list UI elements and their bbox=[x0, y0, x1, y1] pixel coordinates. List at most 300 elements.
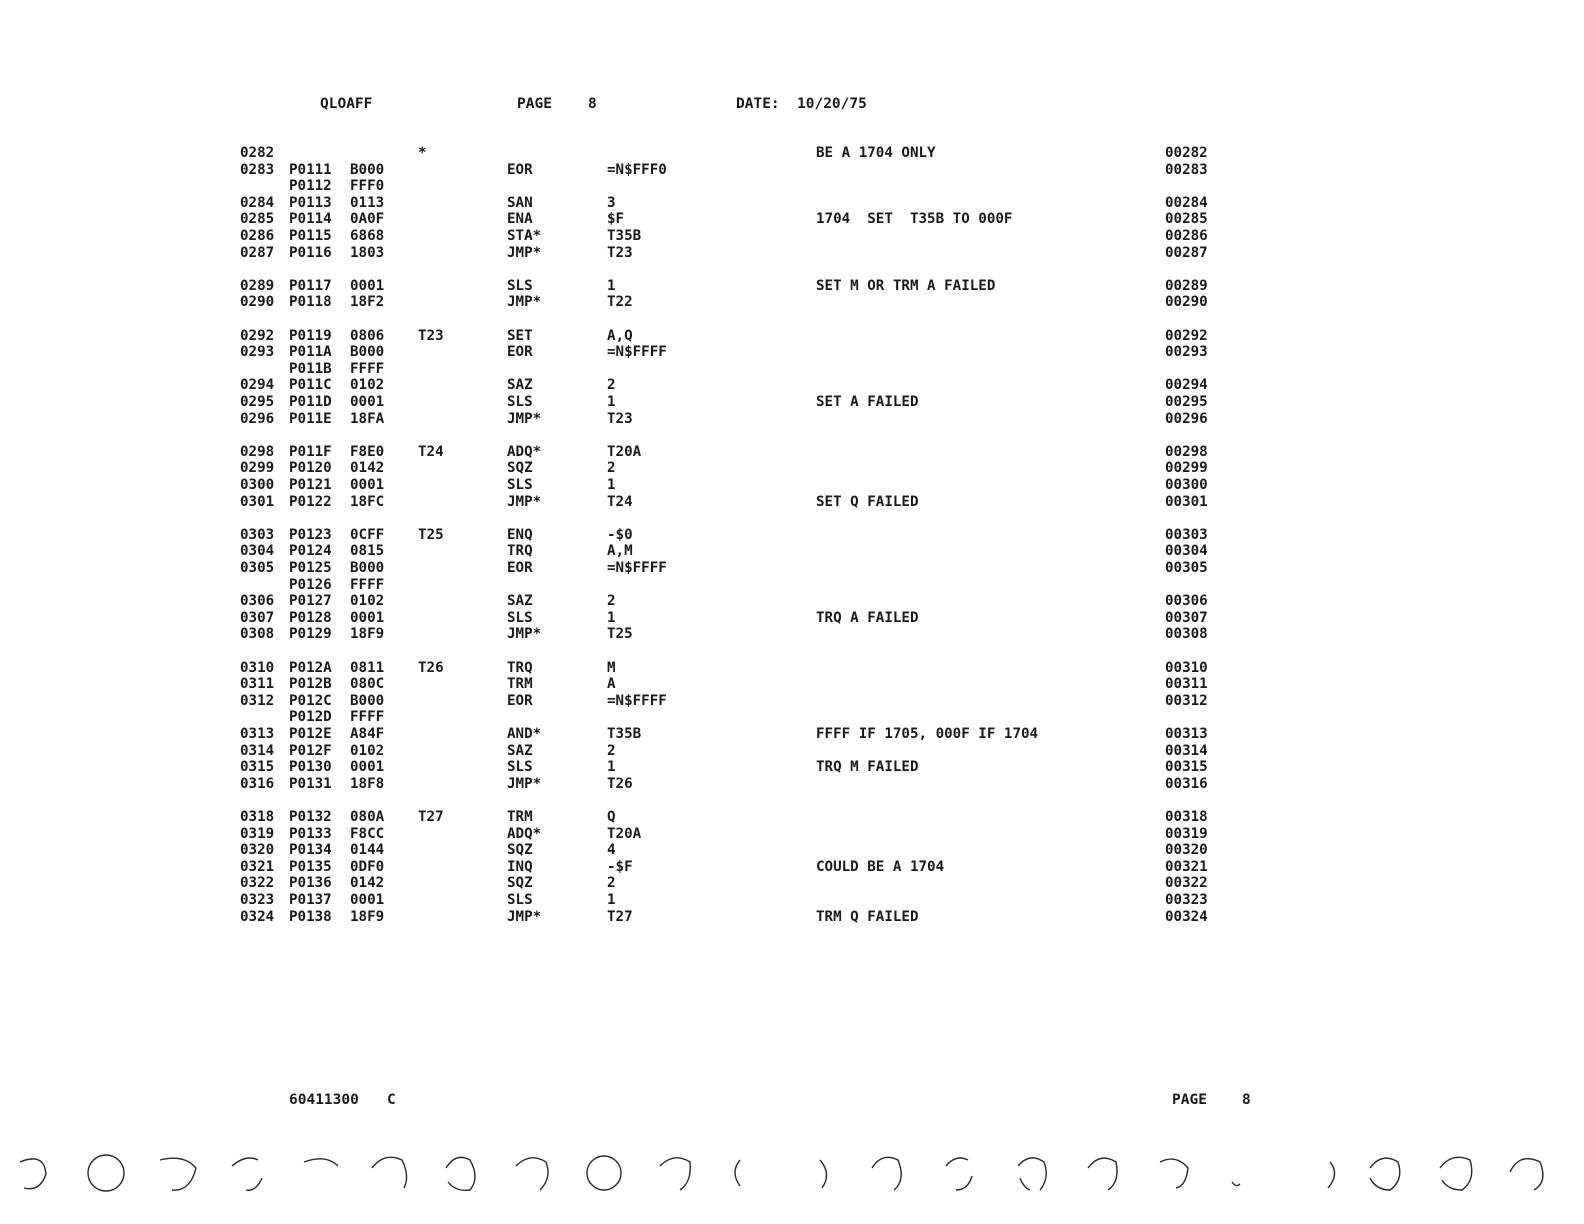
program-name: QLOAFF bbox=[320, 96, 373, 112]
listing-line bbox=[0, 145, 1584, 162]
listing-line bbox=[0, 826, 1584, 843]
address: P0127 bbox=[289, 593, 332, 610]
listing-line bbox=[0, 494, 1584, 511]
sequence-number: 0300 bbox=[240, 477, 275, 493]
opcode: TRQ bbox=[507, 543, 533, 560]
listing-line bbox=[0, 626, 1584, 643]
opcode: SLS bbox=[507, 609, 533, 626]
object-code: 0815 bbox=[350, 543, 385, 560]
feed-hole bbox=[516, 1158, 548, 1190]
object-code: 18F9 bbox=[350, 908, 385, 925]
sequence-number: 0304 bbox=[240, 543, 275, 560]
tractor-feed-holes bbox=[0, 1148, 1584, 1208]
operand: T22 bbox=[607, 294, 633, 311]
opcode: SLS bbox=[507, 394, 533, 410]
opcode: ADQ* bbox=[507, 443, 542, 460]
comment: TRQ M FAILED bbox=[816, 759, 919, 776]
opcode: SLS bbox=[507, 759, 533, 776]
line-reference: 00305 bbox=[1165, 560, 1208, 576]
object-code: 0A0F bbox=[350, 211, 385, 228]
sequence-number: 0296 bbox=[240, 410, 275, 427]
line-reference: 00307 bbox=[1165, 609, 1208, 626]
object-code: 18F2 bbox=[350, 294, 385, 311]
object-code: 0811 bbox=[350, 659, 385, 676]
sequence-number: 0286 bbox=[240, 228, 275, 244]
sequence-number: 0303 bbox=[240, 526, 275, 543]
line-reference: 00300 bbox=[1165, 477, 1208, 493]
object-code: 0001 bbox=[350, 477, 385, 493]
address: P0137 bbox=[289, 892, 332, 908]
sequence-number: 0299 bbox=[240, 460, 275, 477]
label: T24 bbox=[418, 443, 444, 460]
listing-line bbox=[0, 527, 1584, 544]
object-code: 18F8 bbox=[350, 775, 385, 792]
line-reference: 00295 bbox=[1165, 394, 1208, 410]
opcode: SET bbox=[507, 327, 533, 344]
listing-line bbox=[0, 543, 1584, 560]
opcode: SAZ bbox=[507, 593, 533, 610]
sequence-number: 0312 bbox=[240, 692, 275, 709]
address: P0135 bbox=[289, 858, 332, 875]
line-reference: 00310 bbox=[1165, 659, 1208, 676]
listing-line bbox=[0, 411, 1584, 428]
feed-hole bbox=[446, 1157, 475, 1190]
opcode: JMP* bbox=[507, 294, 542, 311]
comment: SET Q FAILED bbox=[816, 493, 919, 510]
address: P012A bbox=[289, 659, 332, 676]
operand: T25 bbox=[607, 626, 633, 643]
listing-line bbox=[0, 709, 1584, 726]
listing-line bbox=[0, 759, 1584, 776]
opcode: JMP* bbox=[507, 410, 542, 427]
opcode: SQZ bbox=[507, 875, 533, 892]
operand: T20A bbox=[607, 825, 642, 842]
opcode: SQZ bbox=[507, 460, 533, 477]
address: P0113 bbox=[289, 194, 332, 211]
operand: T27 bbox=[607, 908, 633, 925]
operand: T35B bbox=[607, 228, 642, 244]
document-revision: C bbox=[387, 1092, 396, 1108]
listing-line bbox=[0, 809, 1584, 826]
operand: T23 bbox=[607, 244, 633, 261]
object-code: 0806 bbox=[350, 327, 385, 344]
feed-hole bbox=[1232, 1182, 1240, 1186]
sequence-number: 0318 bbox=[240, 809, 275, 825]
operand: =N$FFFF bbox=[607, 692, 667, 709]
address: P0118 bbox=[289, 294, 332, 311]
listing-line bbox=[0, 211, 1584, 228]
operand: 4 bbox=[607, 842, 616, 859]
operand: 2 bbox=[607, 593, 616, 610]
address: P0120 bbox=[289, 460, 332, 477]
opcode: TRM bbox=[507, 809, 533, 825]
opcode: TRQ bbox=[507, 659, 533, 676]
listing-line bbox=[0, 294, 1584, 311]
sequence-number: 0321 bbox=[240, 858, 275, 875]
listing-line bbox=[0, 875, 1584, 892]
line-reference: 00298 bbox=[1165, 443, 1208, 460]
feed-hole bbox=[304, 1159, 338, 1166]
document-number: 60411300 bbox=[289, 1092, 359, 1108]
object-code: 0001 bbox=[350, 277, 385, 294]
sequence-number: 0283 bbox=[240, 161, 275, 178]
address: P011E bbox=[289, 410, 332, 427]
line-reference: 00293 bbox=[1165, 344, 1208, 361]
address: P0129 bbox=[289, 626, 332, 643]
object-code: 080C bbox=[350, 676, 385, 693]
object-code: B000 bbox=[350, 161, 385, 178]
sequence-number: 0284 bbox=[240, 194, 275, 211]
line-reference: 00323 bbox=[1165, 892, 1208, 908]
object-code: 080A bbox=[350, 809, 385, 825]
feed-hole bbox=[1440, 1157, 1472, 1190]
feed-hole bbox=[820, 1160, 827, 1188]
listing-line bbox=[0, 460, 1584, 477]
opcode: ENA bbox=[507, 211, 533, 228]
opcode: SLS bbox=[507, 892, 533, 908]
line-reference: 00282 bbox=[1165, 145, 1208, 161]
listing-line bbox=[0, 892, 1584, 909]
operand: 3 bbox=[607, 194, 616, 211]
object-code: B000 bbox=[350, 344, 385, 361]
listing-line bbox=[0, 377, 1584, 394]
address: P0112 bbox=[289, 178, 332, 195]
listing-line bbox=[0, 842, 1584, 859]
address: P0122 bbox=[289, 493, 332, 510]
comment: BE A 1704 ONLY bbox=[816, 145, 936, 161]
listing-line bbox=[0, 361, 1584, 378]
line-reference: 00312 bbox=[1165, 692, 1208, 709]
line-reference: 00315 bbox=[1165, 759, 1208, 776]
opcode: INQ bbox=[507, 858, 533, 875]
listing-line bbox=[0, 693, 1584, 710]
opcode: JMP* bbox=[507, 626, 542, 643]
sequence-number: 0295 bbox=[240, 394, 275, 410]
listing-line bbox=[0, 245, 1584, 262]
sequence-number: 0306 bbox=[240, 593, 275, 610]
sequence-number: 0307 bbox=[240, 609, 275, 626]
object-code: 1803 bbox=[350, 244, 385, 261]
feed-hole bbox=[587, 1156, 621, 1190]
address: P0126 bbox=[289, 576, 332, 593]
feed-hole bbox=[1160, 1159, 1188, 1188]
object-code: 0CFF bbox=[350, 526, 385, 543]
sequence-number: 0319 bbox=[240, 825, 275, 842]
sequence-number: 0324 bbox=[240, 908, 275, 925]
listing-line bbox=[0, 660, 1584, 677]
listing-line bbox=[0, 676, 1584, 693]
comment: TRM Q FAILED bbox=[816, 908, 919, 925]
operand: T35B bbox=[607, 726, 642, 742]
operand: M bbox=[607, 659, 616, 676]
opcode: JMP* bbox=[507, 775, 542, 792]
address: P0130 bbox=[289, 759, 332, 776]
object-code: 18FA bbox=[350, 410, 385, 427]
listing-line bbox=[0, 859, 1584, 876]
operand: =N$FFFF bbox=[607, 560, 667, 576]
feed-hole bbox=[1328, 1162, 1335, 1188]
listing-line bbox=[0, 909, 1584, 926]
line-reference: 00311 bbox=[1165, 676, 1208, 693]
address: P0124 bbox=[289, 543, 332, 560]
address: P0134 bbox=[289, 842, 332, 859]
operand: 2 bbox=[607, 460, 616, 477]
line-reference: 00308 bbox=[1165, 626, 1208, 643]
object-code: F8E0 bbox=[350, 443, 385, 460]
sequence-number: 0298 bbox=[240, 443, 275, 460]
operand: T26 bbox=[607, 775, 633, 792]
address: P0136 bbox=[289, 875, 332, 892]
object-code: 0142 bbox=[350, 460, 385, 477]
operand: A,Q bbox=[607, 327, 633, 344]
address: P0128 bbox=[289, 609, 332, 626]
opcode: EOR bbox=[507, 161, 533, 178]
address: P0115 bbox=[289, 228, 332, 244]
line-reference: 00296 bbox=[1165, 410, 1208, 427]
operand: T24 bbox=[607, 493, 633, 510]
opcode: SAZ bbox=[507, 742, 533, 759]
object-code: A84F bbox=[350, 726, 385, 742]
comment: TRQ A FAILED bbox=[816, 609, 919, 626]
address: P012C bbox=[289, 692, 332, 709]
page-number: 8 bbox=[588, 96, 597, 112]
sequence-number: 0320 bbox=[240, 842, 275, 859]
operand: 2 bbox=[607, 377, 616, 394]
opcode: AND* bbox=[507, 726, 542, 742]
address: P0131 bbox=[289, 775, 332, 792]
operand: T23 bbox=[607, 410, 633, 427]
line-reference: 00289 bbox=[1165, 277, 1208, 294]
comment: SET M OR TRM A FAILED bbox=[816, 277, 996, 294]
operand: T20A bbox=[607, 443, 642, 460]
object-code: B000 bbox=[350, 560, 385, 576]
listing-line bbox=[0, 328, 1584, 345]
address: P011C bbox=[289, 377, 332, 394]
sequence-number: 0290 bbox=[240, 294, 275, 311]
opcode: JMP* bbox=[507, 244, 542, 261]
object-code: 0113 bbox=[350, 194, 385, 211]
label: T23 bbox=[418, 327, 444, 344]
listing-line bbox=[0, 477, 1584, 494]
address: P0117 bbox=[289, 277, 332, 294]
address: P011B bbox=[289, 360, 332, 377]
operand: 1 bbox=[607, 609, 616, 626]
date-value: 10/20/75 bbox=[797, 96, 867, 112]
label: T25 bbox=[418, 526, 444, 543]
listing-line bbox=[0, 610, 1584, 627]
object-code: FFFF bbox=[350, 576, 385, 593]
feed-hole bbox=[20, 1159, 46, 1189]
sequence-number: 0322 bbox=[240, 875, 275, 892]
comment: FFFF IF 1705, 000F IF 1704 bbox=[816, 726, 1039, 742]
opcode: ADQ* bbox=[507, 825, 542, 842]
address: P0119 bbox=[289, 327, 332, 344]
line-reference: 00285 bbox=[1165, 211, 1208, 228]
line-reference: 00314 bbox=[1165, 742, 1208, 759]
listing-line bbox=[0, 178, 1584, 195]
comment: COULD BE A 1704 bbox=[816, 858, 945, 875]
opcode: EOR bbox=[507, 560, 533, 576]
address: P0114 bbox=[289, 211, 332, 228]
line-reference: 00284 bbox=[1165, 194, 1208, 211]
opcode: EOR bbox=[507, 692, 533, 709]
operand: =N$FFFF bbox=[607, 344, 667, 361]
line-reference: 00294 bbox=[1165, 377, 1208, 394]
footer-page-label: PAGE bbox=[1172, 1092, 1207, 1108]
address: P012D bbox=[289, 709, 332, 726]
sequence-number: 0287 bbox=[240, 244, 275, 261]
operand: -$0 bbox=[607, 526, 633, 543]
address: P0138 bbox=[289, 908, 332, 925]
sequence-number: 0289 bbox=[240, 277, 275, 294]
sequence-number: 0305 bbox=[240, 560, 275, 576]
opcode: JMP* bbox=[507, 908, 542, 925]
operand: A bbox=[607, 676, 616, 693]
listing-line bbox=[0, 776, 1584, 793]
listing-line bbox=[0, 195, 1584, 212]
feed-hole bbox=[735, 1160, 740, 1186]
operand: =N$FFF0 bbox=[607, 161, 667, 178]
feed-hole bbox=[1370, 1158, 1400, 1190]
line-reference: 00290 bbox=[1165, 294, 1208, 311]
object-code: 0001 bbox=[350, 759, 385, 776]
line-reference: 00287 bbox=[1165, 244, 1208, 261]
line-reference: 00292 bbox=[1165, 327, 1208, 344]
address: P011A bbox=[289, 344, 332, 361]
opcode: JMP* bbox=[507, 493, 542, 510]
listing-line bbox=[0, 560, 1584, 577]
listing-line bbox=[0, 344, 1584, 361]
line-reference: 00320 bbox=[1165, 842, 1208, 859]
feed-hole bbox=[872, 1157, 901, 1190]
line-reference: 00283 bbox=[1165, 161, 1208, 178]
operand: 1 bbox=[607, 759, 616, 776]
operand: 2 bbox=[607, 742, 616, 759]
sequence-number: 0285 bbox=[240, 211, 275, 228]
address: P011F bbox=[289, 443, 332, 460]
page-label: PAGE bbox=[517, 96, 552, 112]
listing-line bbox=[0, 228, 1584, 245]
address: P012B bbox=[289, 676, 332, 693]
operand: 2 bbox=[607, 875, 616, 892]
line-reference: 00306 bbox=[1165, 593, 1208, 610]
feed-hole bbox=[160, 1158, 196, 1190]
listing-line bbox=[0, 743, 1584, 760]
object-code: 0102 bbox=[350, 593, 385, 610]
address: P0123 bbox=[289, 526, 332, 543]
address: P0111 bbox=[289, 161, 332, 178]
sequence-number: 0293 bbox=[240, 344, 275, 361]
address: P0133 bbox=[289, 825, 332, 842]
sequence-number: 0292 bbox=[240, 327, 275, 344]
label: T27 bbox=[418, 809, 444, 825]
opcode: SAZ bbox=[507, 377, 533, 394]
line-reference: 00324 bbox=[1165, 908, 1208, 925]
listing-line bbox=[0, 278, 1584, 295]
opcode: SQZ bbox=[507, 842, 533, 859]
line-reference: 00303 bbox=[1165, 526, 1208, 543]
object-code: 6868 bbox=[350, 228, 385, 244]
address: P012F bbox=[289, 742, 332, 759]
feed-hole bbox=[372, 1157, 407, 1188]
listing-line bbox=[0, 577, 1584, 594]
line-reference: 00319 bbox=[1165, 825, 1208, 842]
feed-hole bbox=[1088, 1158, 1117, 1190]
address: P0121 bbox=[289, 477, 332, 493]
object-code: 0102 bbox=[350, 377, 385, 394]
opcode: SLS bbox=[507, 277, 533, 294]
line-reference: 00299 bbox=[1165, 460, 1208, 477]
object-code: 0001 bbox=[350, 609, 385, 626]
object-code: 0102 bbox=[350, 742, 385, 759]
opcode: TRM bbox=[507, 676, 533, 693]
object-code: FFFF bbox=[350, 360, 385, 377]
listing-line bbox=[0, 593, 1584, 610]
object-code: 18F9 bbox=[350, 626, 385, 643]
operand: 1 bbox=[607, 394, 616, 410]
opcode: SAN bbox=[507, 194, 533, 211]
line-reference: 00322 bbox=[1165, 875, 1208, 892]
comment: 1704 SET T35B TO 000F bbox=[816, 211, 1013, 228]
line-reference: 00316 bbox=[1165, 775, 1208, 792]
sequence-number: 0310 bbox=[240, 659, 275, 676]
date-label: DATE: bbox=[736, 96, 780, 112]
sequence-number: 0316 bbox=[240, 775, 275, 792]
feed-hole bbox=[232, 1158, 262, 1190]
operand: Q bbox=[607, 809, 616, 825]
opcode: STA* bbox=[507, 228, 542, 244]
feed-hole bbox=[946, 1158, 972, 1190]
sequence-number: 0323 bbox=[240, 892, 275, 908]
sequence-number: 0294 bbox=[240, 377, 275, 394]
object-code: F8CC bbox=[350, 825, 385, 842]
object-code: 0001 bbox=[350, 892, 385, 908]
object-code: FFFF bbox=[350, 709, 385, 726]
feed-hole bbox=[660, 1158, 690, 1190]
operand: 1 bbox=[607, 477, 616, 493]
line-reference: 00321 bbox=[1165, 858, 1208, 875]
comment: SET A FAILED bbox=[816, 394, 919, 410]
feed-hole bbox=[1510, 1159, 1543, 1190]
listing-line bbox=[0, 162, 1584, 179]
footer-page-number: 8 bbox=[1242, 1092, 1251, 1108]
operand: $F bbox=[607, 211, 625, 228]
object-code: 0DF0 bbox=[350, 858, 385, 875]
line-reference: 00301 bbox=[1165, 493, 1208, 510]
sequence-number: 0315 bbox=[240, 759, 275, 776]
sequence-number: 0282 bbox=[240, 145, 275, 161]
address: P0125 bbox=[289, 560, 332, 576]
sequence-number: 0301 bbox=[240, 493, 275, 510]
line-reference: 00304 bbox=[1165, 543, 1208, 560]
object-code: 0144 bbox=[350, 842, 385, 859]
object-code: B000 bbox=[350, 692, 385, 709]
sequence-number: 0314 bbox=[240, 742, 275, 759]
address: P012E bbox=[289, 726, 332, 742]
operand: A,M bbox=[607, 543, 633, 560]
label: T26 bbox=[418, 659, 444, 676]
opcode: EOR bbox=[507, 344, 533, 361]
sequence-number: 0308 bbox=[240, 626, 275, 643]
label: * bbox=[418, 145, 427, 161]
feed-hole bbox=[88, 1155, 124, 1191]
feed-hole bbox=[1018, 1158, 1046, 1190]
address: P0116 bbox=[289, 244, 332, 261]
listing-line bbox=[0, 394, 1584, 411]
object-code: 0142 bbox=[350, 875, 385, 892]
address: P0132 bbox=[289, 809, 332, 825]
opcode: ENQ bbox=[507, 526, 533, 543]
